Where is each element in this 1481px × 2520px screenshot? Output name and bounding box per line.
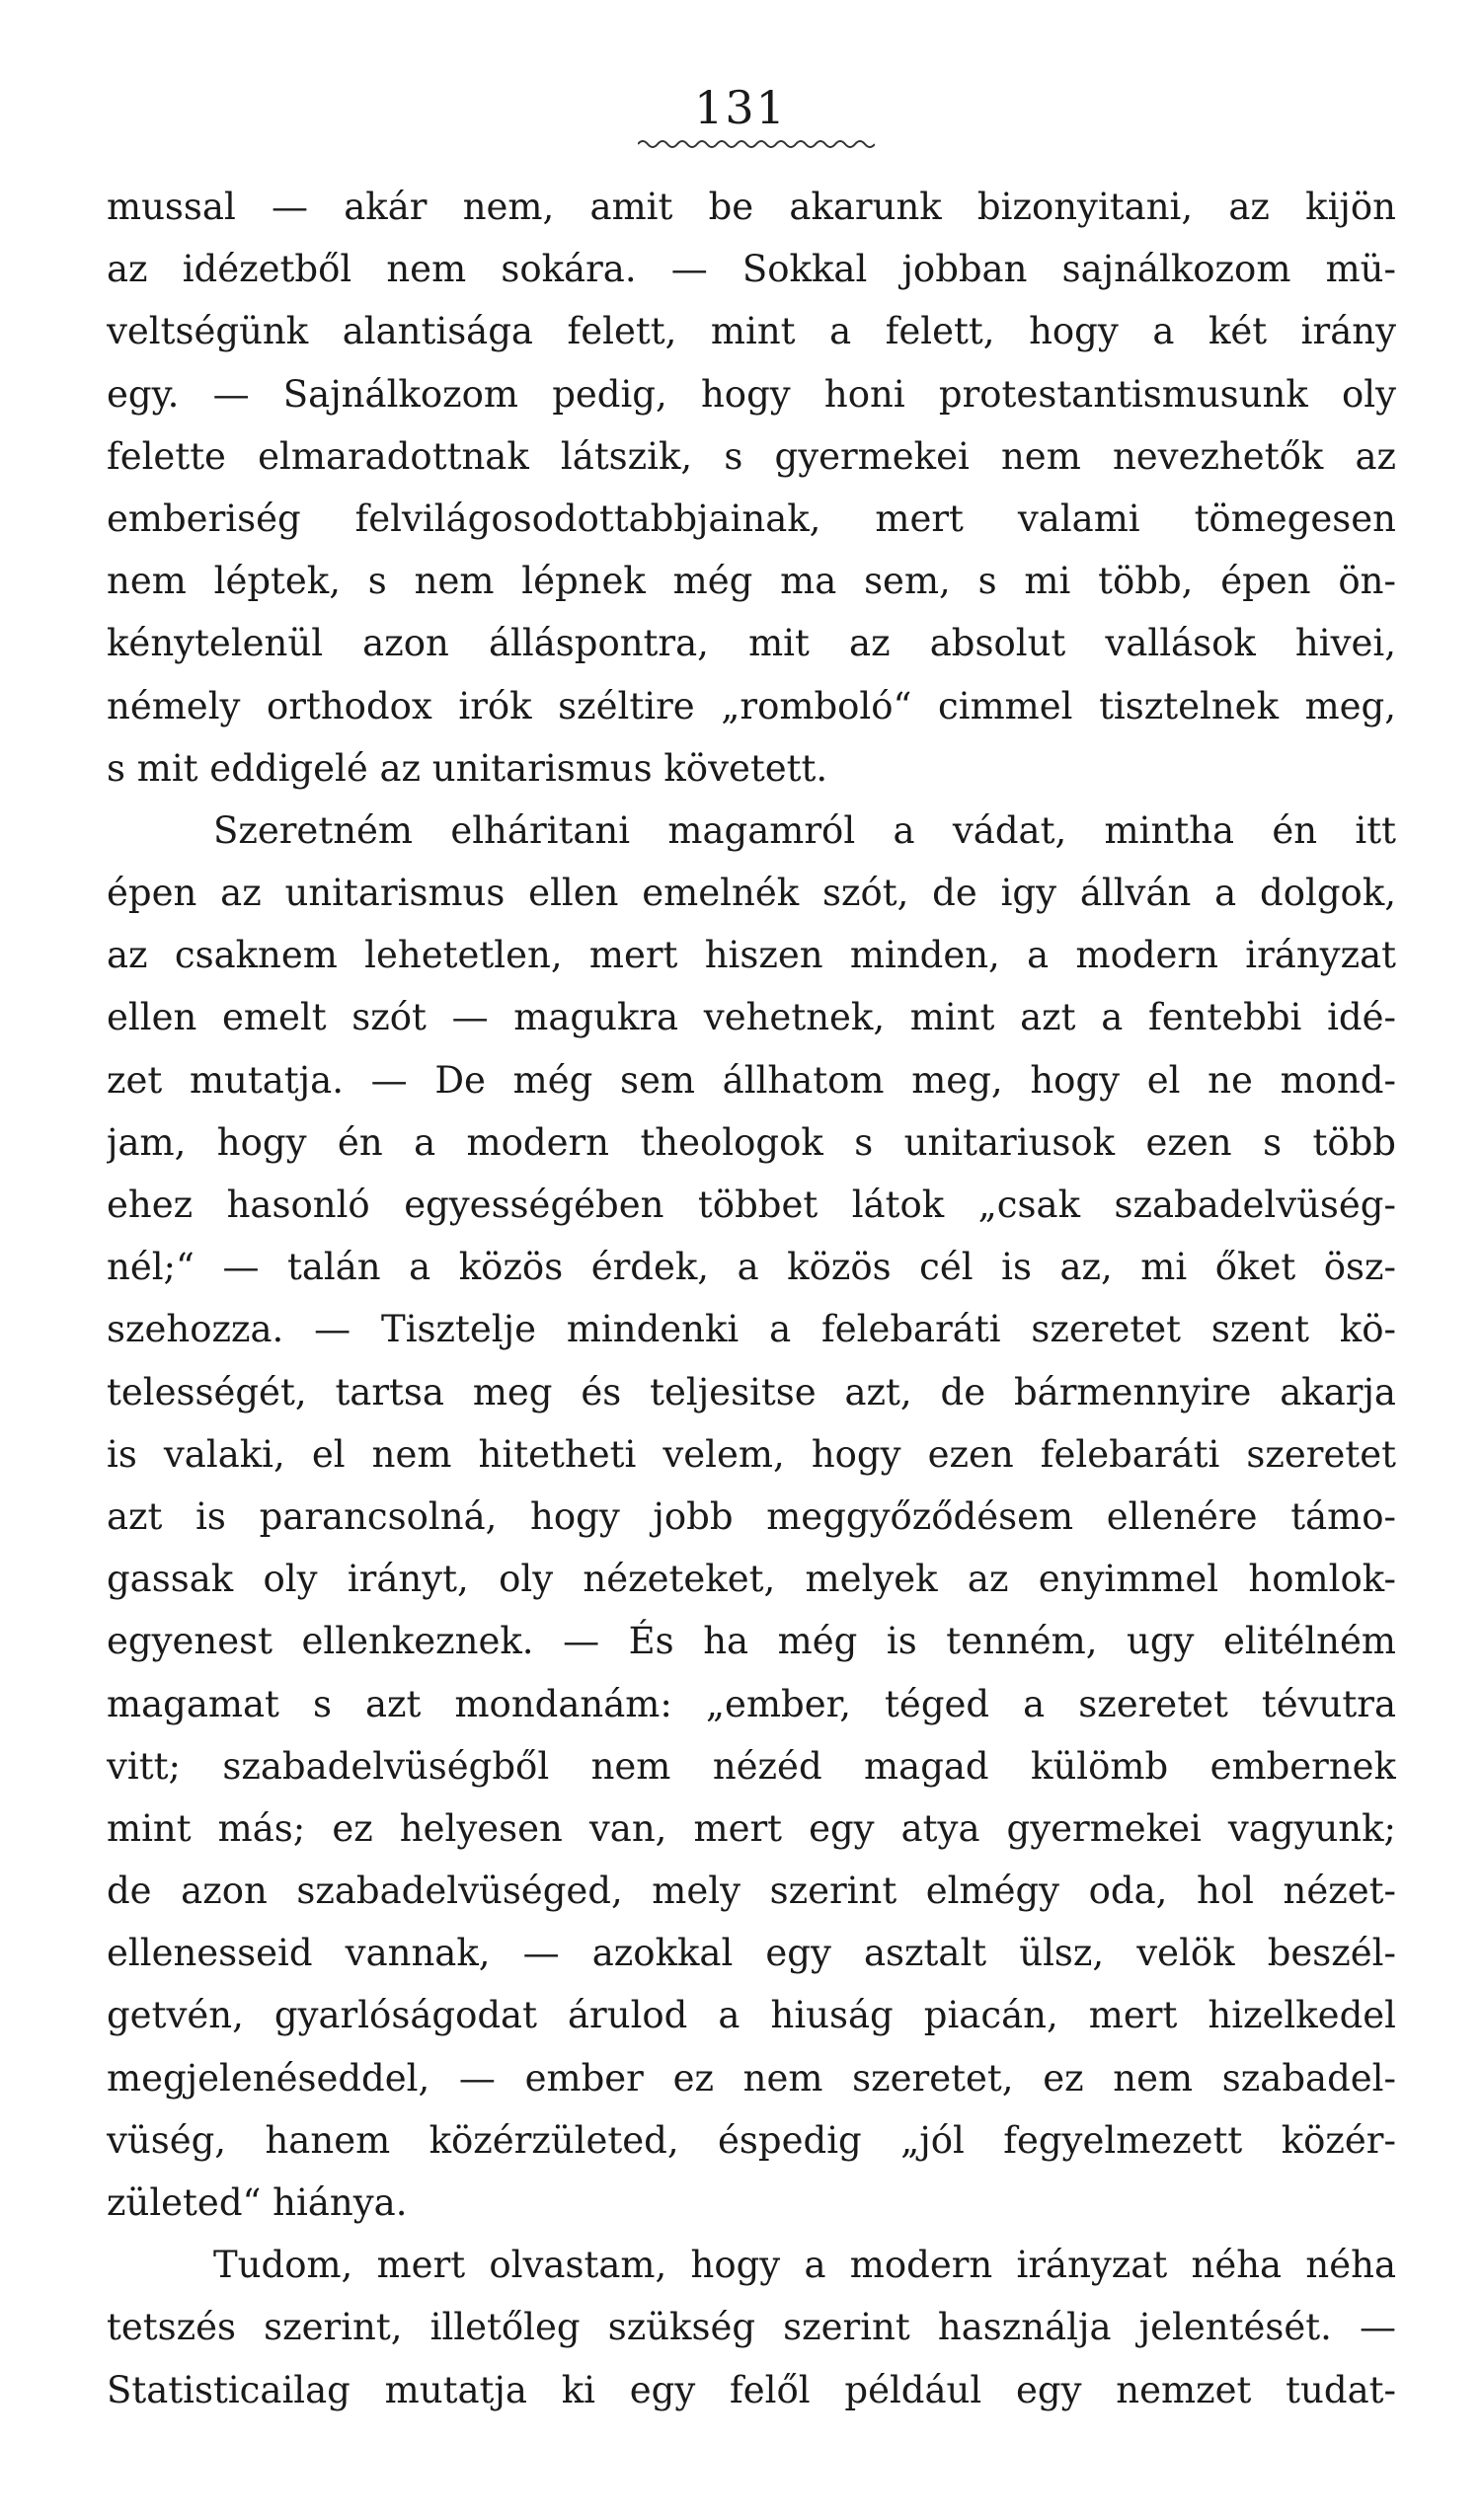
text-line: Statisticailag mutatja ki egy felől például egy nemzet tudat- [107,2368,1396,2411]
text-line: az csaknem lehetetlen, mert hiszen minden, a modern irányzat [107,934,1396,977]
text-line: telességét, tartsa meg és teljesitse azt, de bármennyire akarja [107,1370,1396,1413]
text-line: vitt; szabadelvüségből nem nézéd magad külömb embernek [107,1744,1396,1788]
body-text [107,176,1396,2421]
text-line: mussal — akár nem, amit be akarunk bizonyitani, az kijön [107,186,1396,228]
paragraph-2 [107,800,1396,2234]
text-line: nél;“ — talán a közös érdek, a közös cél is az, mi őket ösz- [107,1246,1396,1289]
text-line: magamat s azt mondanám: „ember, téged a szeretet tévutra [107,1682,1396,1725]
text-line: nem léptek, s nem lépnek még ma sem, s mi több, épen ön- [107,560,1396,603]
text-line: veltségünk alantisága felett, mint a felett, hogy a két irány [107,310,1396,353]
text-line: Tudom, mert olvastam, hogy a modern irányzat néha néha [213,2244,1396,2287]
text-line: megjelenéseddel, — ember ez nem szeretet, ez nem szabadel- [107,2056,1396,2100]
text-line: egyenest ellenkeznek. — És ha még is tenném, ugy elitélném [107,1620,1396,1663]
text-line: tetszés szerint, illetőleg szükség szerint használja jelentését. — [107,2306,1396,2349]
page-number-ornament [638,138,875,150]
text-line: s mit eddigelé az unitarismus követett. [107,746,828,790]
text-line: ellenesseid vannak, — azokkal egy asztalt ülsz, velök beszél- [107,1932,1396,1975]
text-line: ehez hasonló egyességében többet látok „csak szabadelvüség- [107,1184,1396,1226]
text-line: mint más; ez helyesen van, mert egy atya gyermekei vagyunk; [107,1806,1396,1850]
text-line: getvén, gyarlóságodat árulod a hiuság piacán, mert hizelkedel [107,1994,1396,2037]
text-line: némely orthodox irók széltire „romboló“ cimmel tisztelnek meg, [107,684,1396,727]
text-line: gassak oly irányt, oly nézeteket, melyek az enyimmel homlok- [107,1558,1396,1601]
text-line: vüség, hanem közérzületed, éspedig „jól fegyelmezett közér- [107,2118,1396,2162]
text-line: szehozza. — Tisztelje mindenki a felebaráti szeretet szent kö- [107,1308,1396,1351]
text-line: jam, hogy én a modern theologok s unitariusok ezen s több [107,1120,1396,1164]
text-line: azt is parancsolná, hogy jobb meggyőződésem ellenére támo- [107,1494,1396,1538]
text-line: is valaki, el nem hitetheti velem, hogy ezen felebaráti szeretet [107,1432,1396,1476]
text-line: Szeretném elháritani magamról a vádat, mintha én itt [213,808,1396,852]
text-line: ellen emelt szót — magukra vehetnek, mint azt a fentebbi idé- [107,996,1396,1039]
text-line: az idézetből nem sokára. — Sokkal jobban sajnálkozom mü- [107,248,1396,291]
page-number: 131 [694,81,787,134]
text-line: zületed“ hiánya. [107,2181,408,2224]
text-line: zet mutatja. — De még sem állhatom meg, hogy el ne mond- [107,1058,1396,1102]
text-line: egy. — Sajnálkozom pedig, hogy honi protestantismusunk oly [107,372,1396,416]
text-line: kénytelenül azon álláspontra, mit az absolut vallások hivei, [107,622,1396,665]
text-line: épen az unitarismus ellen emelnék szót, de igy állván a dolgok, [107,872,1396,915]
text-line: emberiség felvilágosodottabbjainak, mert valami tömegesen [107,496,1396,540]
text-line: felette elmaradottnak látszik, s gyermekei nem nevezhetők az [107,434,1396,478]
text-line: de azon szabadelvüséged, mely szerint elmégy oda, hol nézet- [107,1870,1396,1913]
paragraph-3 [107,2234,1396,2421]
paragraph-1 [107,176,1396,800]
